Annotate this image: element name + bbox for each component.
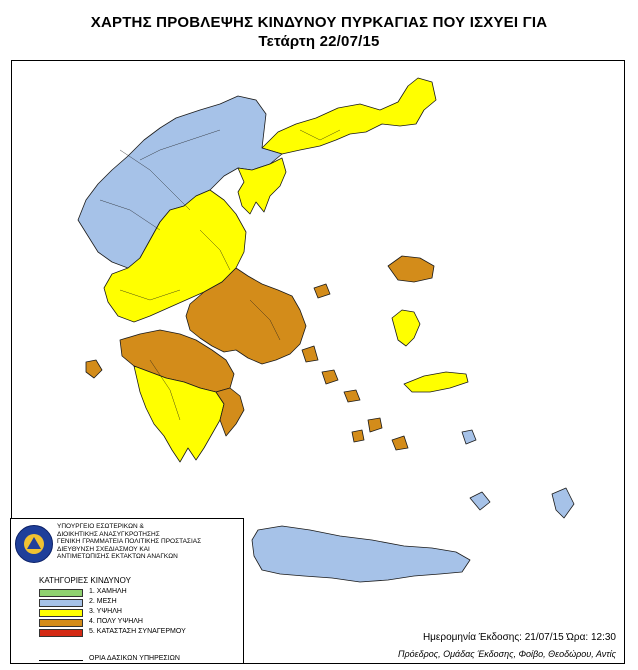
legend-label: 4. ΠΟΛΥ ΥΨΗΛΗ [89, 618, 143, 625]
region-skyros [314, 284, 330, 298]
region-dodecanese-2 [470, 492, 490, 510]
region-thrace [262, 78, 436, 154]
region-chios [404, 372, 468, 392]
agency-line: ΔΙΕΥΘΥΝΣΗ ΣΧΕΔΙΑΣΜΟΥ ΚΑΙ [57, 545, 150, 553]
region-rhodes [552, 488, 574, 518]
region-cyclades-3 [368, 418, 382, 432]
region-limnos [388, 256, 434, 282]
legend-swatch [39, 589, 83, 597]
region-cyclades-5 [302, 346, 318, 362]
map-title: ΧΑΡΤΗΣ ΠΡΟΒΛΕΨΗΣ ΚΙΝΔΥΝΟΥ ΠΥΡΚΑΓΙΑΣ ΠΟΥ ΙΣΧΥΕΙ ΓΙΑ [90, 14, 548, 31]
legend-box [10, 518, 244, 664]
agency-line: ΥΠΟΥΡΓΕΙΟ ΕΣΩΤΕΡΙΚΩΝ & [57, 523, 144, 530]
region-cyclades-1 [322, 370, 338, 384]
region-dodecanese-1 [462, 430, 476, 444]
legend-swatch [39, 609, 83, 617]
legend-label: ΟΡΙΑ ΔΑΣΙΚΩΝ ΥΠΗΡΕΣΙΩΝ [89, 655, 180, 662]
region-lesvos [392, 310, 420, 346]
map-date: Τετάρτη 22/07/15 [258, 33, 380, 50]
legend-swatch [39, 599, 83, 607]
region-cyclades-6 [392, 436, 408, 450]
civil-protection-emblem-icon [15, 525, 53, 563]
boundary-line-icon [39, 660, 83, 661]
legend-header: ΚΑΤΗΓΟΡΙΕΣ ΚΙΝΔΥΝΟΥ [39, 576, 131, 585]
credits: Πρόεδρος, Ομάδας Έκδοσης, Φοίβο, Θεοδώρου, Αντίς [397, 649, 616, 659]
region-crete [252, 526, 470, 582]
agency-line: ΔΙΟΙΚΗΤΙΚΗΣ ΑΝΑΣΥΓΚΡΟΤΗΣΗΣ [57, 530, 160, 538]
legend-label: 1. ΧΑΜΗΛΗ [89, 588, 127, 595]
region-cyclades-2 [344, 390, 360, 402]
legend-swatch [39, 629, 83, 637]
issue-date: Ημερομηνία Έκδοσης: 21/07/15 Ώρα: 12:30 [422, 632, 616, 643]
legend-swatch [39, 619, 83, 627]
legend-label: 3. ΥΨΗΛΗ [89, 608, 122, 615]
agency-text [57, 523, 243, 561]
agency-line: ΑΝΤΙΜΕΤΩΠΙΣΗΣ ΕΚΤΑΚΤΩΝ ΑΝΑΓΚΩΝ [57, 553, 178, 561]
legend-label: 5. ΚΑΤΑΣΤΑΣΗ ΣΥΝΑΓΕΡΜΟΥ [89, 628, 186, 635]
region-kefalonia [86, 360, 102, 378]
agency-line: ΓΕΝΙΚΗ ΓΡΑΜΜΑΤΕΙΑ ΠΟΛΙΤΙΚΗΣ ΠΡΟΣΤΑΣΙΑΣ [57, 538, 202, 546]
legend-label: 2. ΜΕΣΗ [89, 598, 117, 605]
region-cyclades-4 [352, 430, 364, 442]
